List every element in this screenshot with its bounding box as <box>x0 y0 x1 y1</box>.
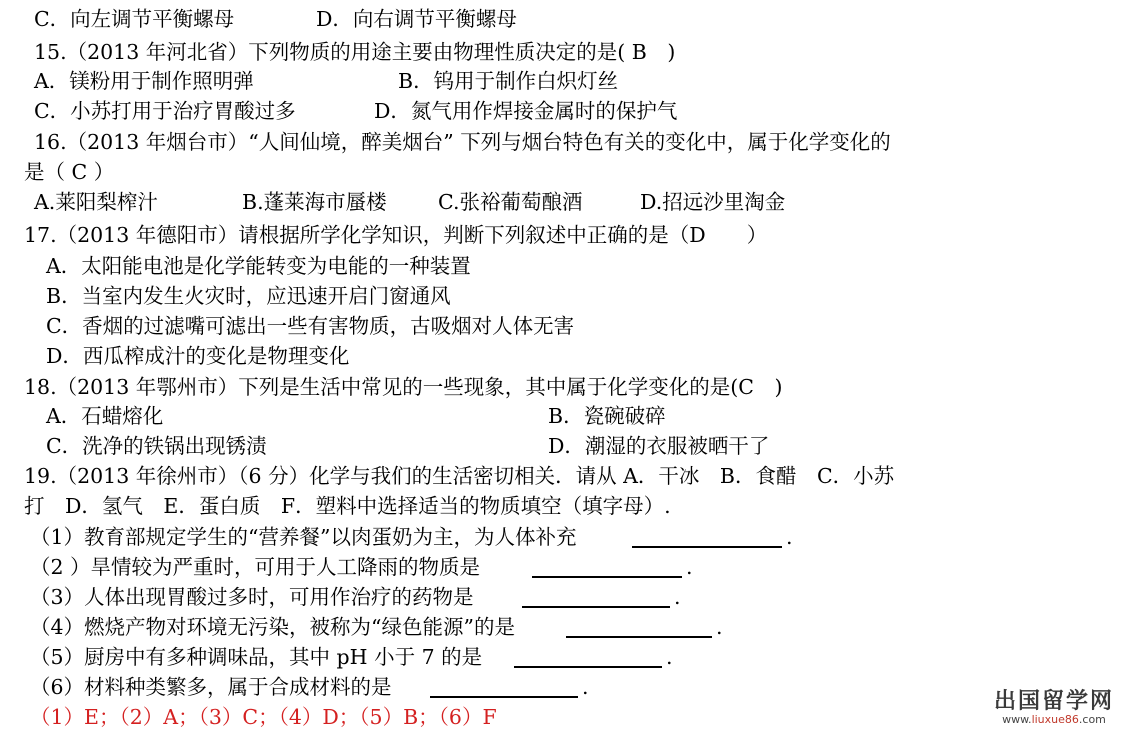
period: . <box>686 555 693 579</box>
answer-blank <box>522 584 670 608</box>
item-text: （6）材料种类繁多，属于合成材料的是 <box>30 675 392 699</box>
option-c: C．小苏打用于治疗胃酸过多 <box>34 99 296 123</box>
question-17-text: 17.（2013 年德阳市）请根据所学化学知识，判断下列叙述中正确的是（D ） <box>24 223 768 247</box>
option-c: C.张裕葡萄酿酒 <box>438 190 583 214</box>
option-c: C．洗净的铁锅出现锈渍 <box>46 434 267 458</box>
option-c: C．香烟的过滤嘴可滤出一些有害物质，古吸烟对人体无害 <box>46 314 575 338</box>
period: . <box>666 645 673 669</box>
option-a: A．太阳能电池是化学能转变为电能的一种装置 <box>46 254 471 278</box>
option-b: B.蓬莱海市蜃楼 <box>242 190 387 214</box>
option-a: A．石蜡熔化 <box>46 404 164 428</box>
period: . <box>786 525 793 549</box>
question-19-text-cont: 打 D．氢气 E．蛋白质 F．塑料中选择适当的物质填空（填字母）. <box>24 494 671 518</box>
item-text: （5）厨房中有多种调味品，其中 pH 小于 7 的是 <box>30 645 483 669</box>
answer-blank <box>566 614 712 638</box>
watermark-url-suffix: .com <box>1078 713 1106 726</box>
site-watermark <box>994 684 1114 726</box>
answer-blank <box>632 524 782 548</box>
answer-key-text: （1）E；（2）A；（3）C；（4）D；（5）B；（6）F <box>30 705 497 729</box>
period: . <box>716 615 723 639</box>
option-d: D．氮气用作焊接金属时的保护气 <box>374 99 678 123</box>
watermark-title: 出国留学网 <box>993 689 1114 714</box>
item-text: （1）教育部规定学生的“营养餐”以肉蛋奶为主，为人体补充 <box>30 525 577 549</box>
watermark-url-prefix: www. <box>1002 713 1032 726</box>
option-a: A．镁粉用于制作照明弹 <box>34 69 254 93</box>
watermark-url <box>994 713 1114 726</box>
question-16-answer: 是（ C ） <box>24 160 115 184</box>
question-16-text: 16.（2013 年烟台市）“人间仙境，醉美烟台” 下列与烟台特色有关的变化中，属于化学变化的 <box>34 130 891 154</box>
option-d: D．潮湿的衣服被晒干了 <box>548 434 770 458</box>
option-d: D．向右调节平衡螺母 <box>316 7 517 31</box>
period: . <box>582 675 589 699</box>
option-b: B．当室内发生火灾时，应迅速开启门窗通风 <box>46 284 451 308</box>
answer-blank <box>430 674 578 698</box>
answer-blank <box>532 554 682 578</box>
option-a: A.莱阳梨榨汁 <box>34 190 158 214</box>
option-b: B．瓷碗破碎 <box>548 404 666 428</box>
question-18-text: 18.（2013 年鄂州市）下列是生活中常见的一些现象，其中属于化学变化的是(C ) <box>24 375 783 399</box>
item-text: （4）燃烧产物对环境无污染，被称为“绿色能源”的是 <box>30 615 516 639</box>
option-c: C．向左调节平衡螺母 <box>34 7 235 31</box>
option-b: B．钨用于制作白炽灯丝 <box>398 69 619 93</box>
item-text: （2 ）旱情较为严重时，可用于人工降雨的物质是 <box>30 555 481 579</box>
question-19-text: 19.（2013 年徐州市）（6 分）化学与我们的生活密切相关．请从 A．干冰 B．食醋 C．小苏 <box>24 464 895 488</box>
option-d: D.招远沙里淘金 <box>640 190 786 214</box>
watermark-url-domain: liuxue86 <box>1031 713 1079 726</box>
option-d: D．西瓜榨成汁的变化是物理变化 <box>46 344 350 368</box>
question-15-text: 15.（2013 年河北省）下列物质的用途主要由物理性质决定的是( B ) <box>34 40 676 64</box>
item-text: （3）人体出现胃酸过多时，可用作治疗的药物是 <box>30 585 474 609</box>
answer-blank <box>514 644 662 668</box>
period: . <box>674 585 681 609</box>
